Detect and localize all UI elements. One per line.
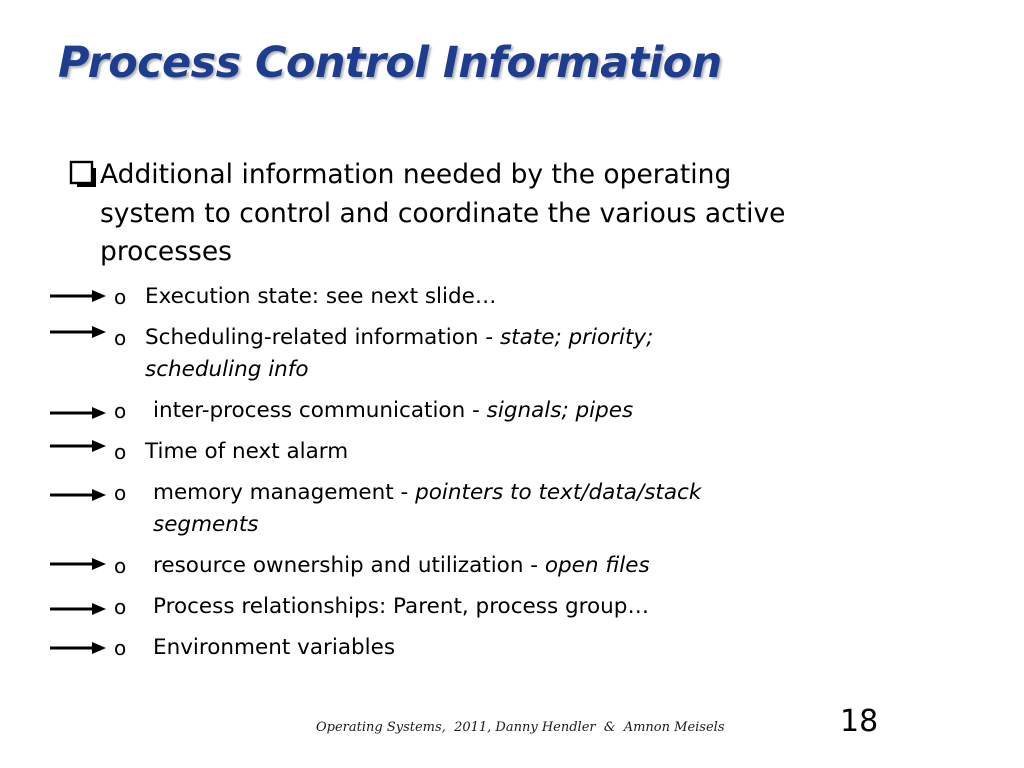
checkbox-square-icon [68, 159, 100, 191]
sub-item-text-continuation [153, 509, 259, 541]
sub-bullet-marker: o [114, 481, 127, 505]
sub-item-plain: resource ownership and utilization - [153, 553, 545, 578]
sub-item-text [145, 436, 348, 468]
sub-item-text [153, 591, 649, 623]
footer-credit: Operating Systems, 2011, Danny Hendler & Amnon Meisels [316, 720, 725, 735]
sub-bullet-marker: o [114, 440, 127, 464]
right-arrow-icon [50, 488, 106, 502]
sub-item-detail: pointers to text/data/stack [415, 480, 702, 505]
sub-bullet-marker: o [114, 326, 127, 350]
sub-item-plain: Scheduling-related information - [145, 325, 500, 350]
sub-item-detail: open files [544, 553, 650, 578]
slide-title: Process Control Information [58, 38, 722, 88]
right-arrow-icon [50, 289, 106, 303]
right-arrow-icon [50, 439, 106, 453]
sub-item-detail: state; priority; [499, 325, 654, 350]
sub-item-text [145, 281, 496, 313]
right-arrow-icon [50, 325, 106, 339]
sub-item-plain: Time of next alarm [145, 439, 349, 464]
page-number: 18 [840, 704, 879, 739]
sub-item-detail: segments [153, 512, 259, 537]
sub-item-plain: Environment variables [153, 635, 396, 660]
right-arrow-icon [50, 406, 106, 420]
sub-item-plain: inter-process communication - [153, 398, 487, 423]
right-arrow-icon [50, 641, 106, 655]
sub-item-text [153, 632, 395, 664]
main-bullet [68, 156, 948, 272]
sub-item-text [153, 477, 701, 509]
sub-bullet-marker: o [114, 554, 127, 578]
sub-item-text [145, 322, 653, 354]
right-arrow-icon [50, 602, 106, 616]
sub-item-detail: scheduling info [145, 357, 309, 382]
sub-bullet-marker: o [114, 285, 127, 309]
sub-item-plain: Execution state: see next slide… [145, 284, 497, 309]
main-bullet-line: system to control and coordinate the various active [100, 197, 786, 229]
sub-bullet-marker: o [114, 595, 127, 619]
sub-item-text-continuation [145, 354, 309, 386]
sub-item-detail: signals; pipes [486, 398, 634, 423]
right-arrow-icon [50, 557, 106, 571]
main-bullet-line: Additional information needed by the operating [100, 159, 732, 190]
sub-bullet-marker: o [114, 399, 127, 423]
sub-item-text [153, 395, 633, 427]
sub-bullet-marker: o [114, 636, 127, 660]
sub-item-plain: Process relationships: Parent, process group… [153, 594, 649, 619]
sub-item-plain: memory management - [153, 480, 416, 505]
main-bullet-line: processes [100, 236, 232, 267]
sub-item-text [153, 550, 650, 582]
